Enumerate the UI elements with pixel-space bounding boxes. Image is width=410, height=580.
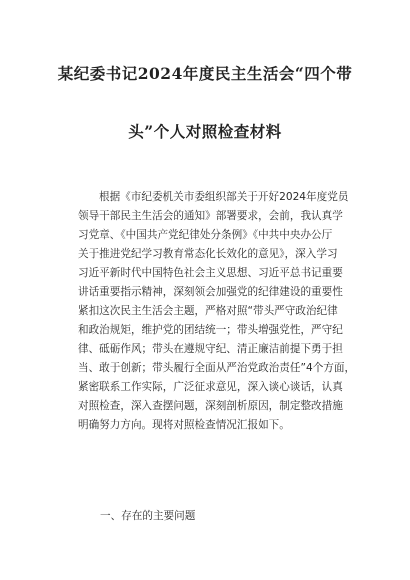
document-title-line-2: 头”个人对照检查材料 xyxy=(128,122,282,141)
body-line: 领导干部民主生活会的通知》部署要求，会前，我认真学 xyxy=(78,210,343,222)
body-line: 习党章、《中国共产党纪律处分条例》《中共中央办公厅 xyxy=(78,229,333,241)
body-paragraph xyxy=(78,188,356,435)
body-line: 紧扣这次民主生活会主题，严格对照“带头严守政治纪律 xyxy=(78,305,338,317)
section-heading: 一、存在的主要问题 xyxy=(100,510,196,522)
body-line: 当、敢于创新；带头履行全面从严治党政治责任”4个方面， xyxy=(78,362,356,374)
body-line: 律、砥砺作风；带头在遵规守纪、清正廉洁前提下勇于担 xyxy=(78,343,343,355)
body-line: 关于推进党纪学习教育常态化长效化的意见》，深入学习 xyxy=(78,248,338,260)
body-line: 对照检查，深入查摆问题，深刻剖析原因，制定整改措施 xyxy=(78,400,343,412)
body-line: 讲话重要指示精神，深刻领会加强党的纪律建设的重要性 xyxy=(78,286,343,298)
body-line: 明确努力方向。现将对照检查情况汇报如下。 xyxy=(78,419,290,431)
body-line: 紧密联系工作实际，广泛征求意见，深入谈心谈话，认真 xyxy=(78,381,343,393)
document-title-line-1: 某纪委书记2024年度民主生活会“四个带 xyxy=(57,64,353,83)
body-line: 根据《市纪委机关市委组织部关于开好2024年度党员 xyxy=(99,191,349,203)
body-line: 习近平新时代中国特色社会主义思想、习近平总书记重要 xyxy=(78,267,343,279)
body-line: 和政治规矩，维护党的团结统一；带头增强党性，严守纪 xyxy=(78,324,343,336)
